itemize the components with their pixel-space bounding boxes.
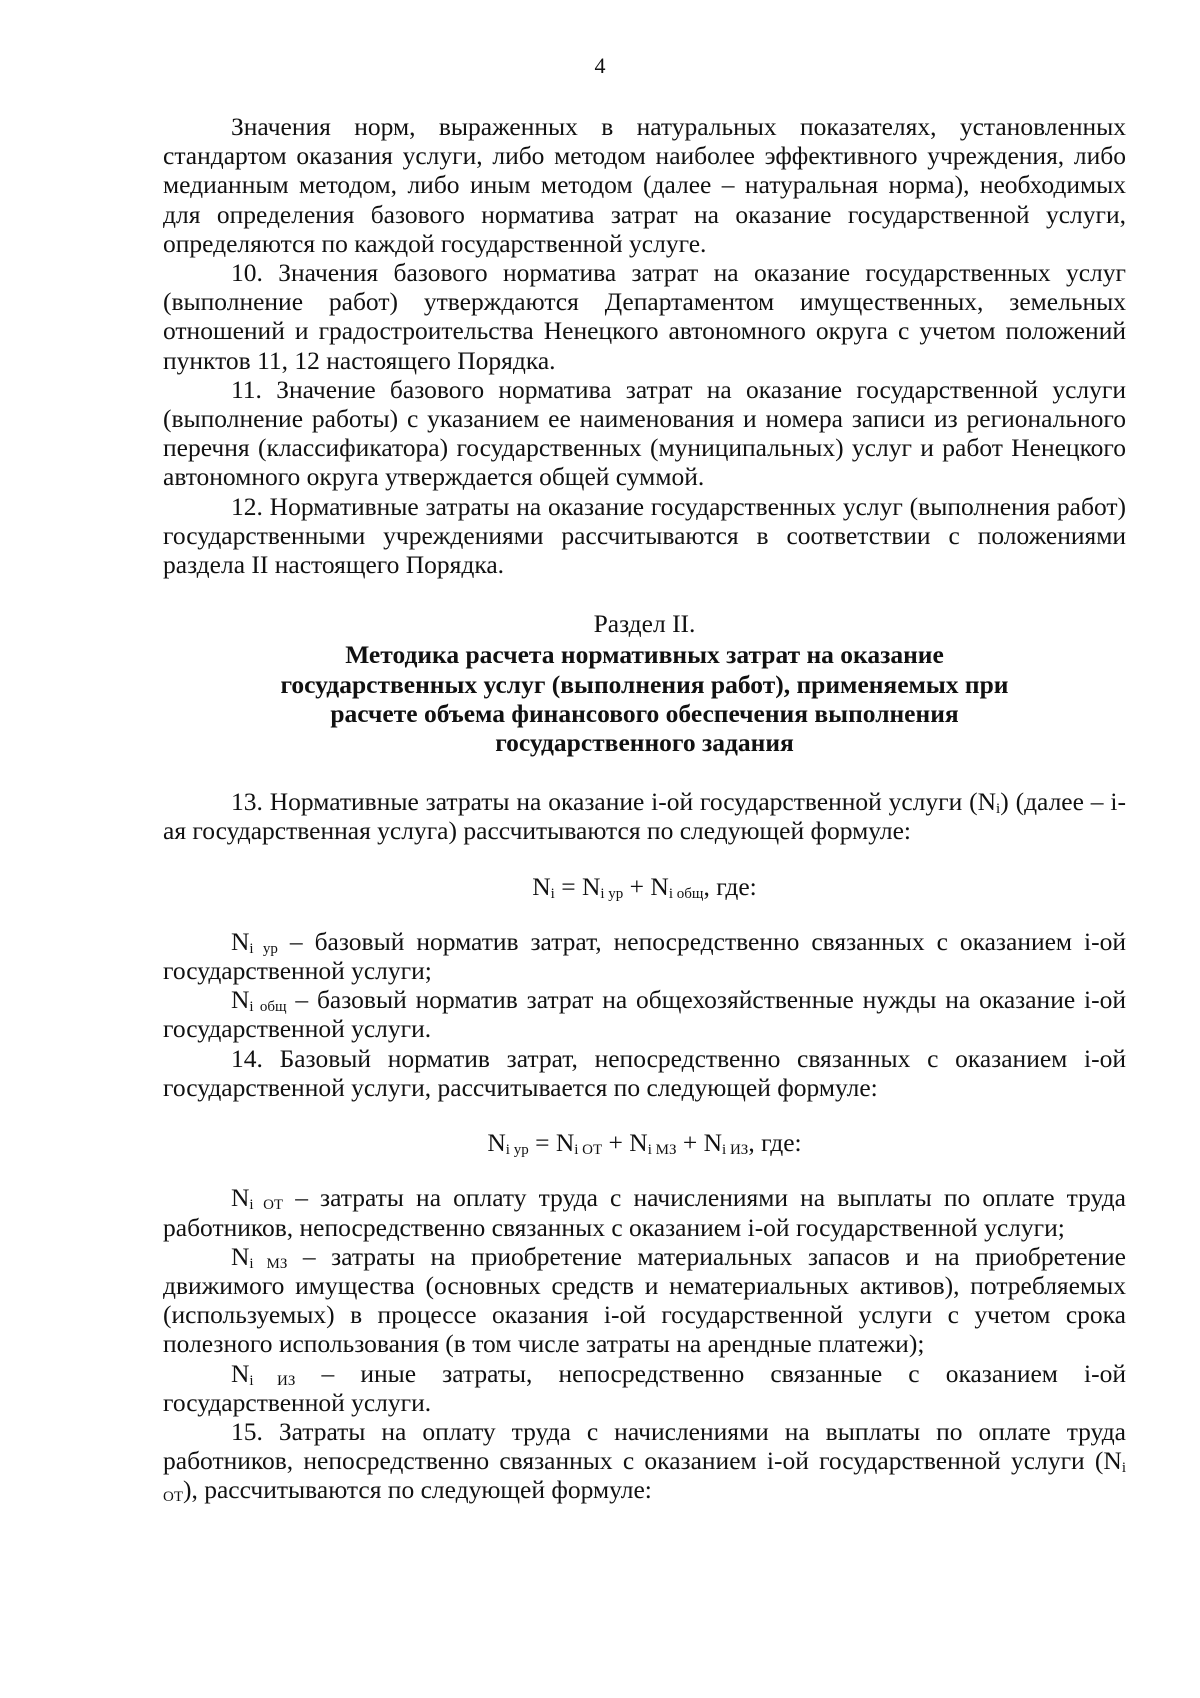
paragraph-10: 10. Значения базового норматива затрат на оказание государственных услуг (выполнение работ) утверждаются Департаментом имущественных, земельных отношений и градостроительства Ненецкого автономного округа с учетом положений пунктов 11, 12 настоящего Порядка.	[163, 258, 1126, 375]
definition-n-i-obsch: $N_{i общ}$ – базовый норматив затрат на общехозяйственные нужды на оказание i-ой государственной услуги.	[163, 985, 1126, 1044]
formula-total-cost: $N_i = N_{i ур} + N_{i общ}$, где:	[532, 871, 757, 902]
paragraph-14: 14. Базовый норматив затрат, непосредственно связанных с оказанием i-ой государственной услуги, рассчитывается по следующей формуле:	[163, 1043, 1126, 1102]
paragraph-11: 11. Значение базового норматива затрат на оказание государственной услуги (выполнение работы) с указанием ее наименования и номера записи из регионального перечня (классификатора) государственных (муниципальных) услуг и работ Ненецкого автономного округа утверждается общей суммой.	[163, 374, 1126, 492]
definition-n-i-mz: $N_{i МЗ}$ – затраты на приобретение материальных запасов и на приобретение движимого имущества (основных средств и нематериальных активов), потребляемых (используемых) в процессе оказания i-ой государственной услуги с учетом срока полезного использования (в том числе затраты на арендные платежи);	[163, 1241, 1127, 1359]
definition-n-i-ur: $N_{i ур}$ – базовый норматив затрат, непосредственно связанных с оказанием i-ой государственной услуги;	[163, 926, 1126, 986]
formula-base-cost: $N_{i ур} = N_{i ОТ} + N_{i МЗ} + N_{i ИЗ}$, где:	[487, 1128, 802, 1159]
paragraph-15: 15. Затраты на оплату труда с начислениями на выплаты по оплате труда работников, непосредственно связанных с оказанием i-ой государственной услуги $(N_{i ОТ})$, рассчитываются по следующей формуле:	[163, 1416, 1126, 1506]
page-number: 4	[594, 53, 606, 78]
definition-n-i-ot: $N_{i ОТ}$ – затраты на оплату труда с начислениями на выплаты по оплате труда работников, непосредственно связанных с оказанием i-ой государственной услуги;	[163, 1183, 1126, 1242]
paragraph-13: 13. Нормативные затраты на оказание i-ой государственной услуги $(N_i)$ (далее – i-ая государственная услуга) рассчитываются по следующей формуле:	[163, 787, 1126, 846]
paragraph-12: 12. Нормативные затраты на оказание государственных услуг (выполнения работ) государственными учреждениями рассчитываются в соответствии с положениями раздела II настоящего Порядка.	[163, 491, 1126, 580]
document-body	[163, 112, 1126, 1505]
definition-n-i-iz: $N_{i ИЗ}$ – иные затраты, непосредственно связанные с оказанием i-ой государственной услуги.	[163, 1358, 1126, 1417]
paragraph-natural-norms: Значения норм, выраженных в натуральных показателях, установленных стандартом оказания услуги, либо методом наиболее эффективного учреждения, либо медианным методом, либо иным методом (далее – натуральная норма), необходимых для определения базового норматива затрат на оказание государственной услуги, определяются по каждой государственной услуге.	[163, 112, 1126, 258]
section-title: Методика расчета нормативных затрат на оказание государственных услуг (выполнения работ), применяемых при расчете объема финансового обеспечения выполнения государственного задания	[280, 640, 1009, 758]
section-label: Раздел II.	[593, 609, 696, 639]
